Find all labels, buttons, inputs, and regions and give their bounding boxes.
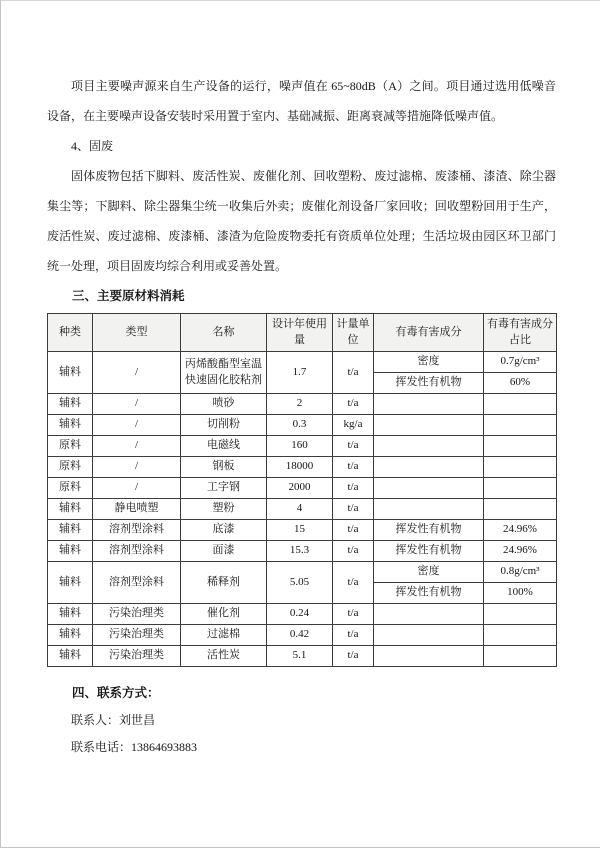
table-body: [48, 352, 557, 667]
table-cell: [484, 646, 557, 667]
table-cell: 污染治理类: [93, 604, 181, 625]
table-cell: 底漆: [181, 520, 267, 541]
table-cell: 5.05: [267, 562, 333, 604]
table-cell: 100%: [484, 583, 557, 604]
table-header-cell: 种类: [48, 314, 93, 352]
table-cell: [484, 394, 557, 415]
table-cell: 密度: [374, 352, 484, 373]
table-row: [48, 604, 557, 625]
table-cell: [374, 499, 484, 520]
table-cell: 溶剂型涂料: [93, 520, 181, 541]
table-row: [48, 541, 557, 562]
table-cell: 辅料: [48, 352, 93, 394]
table-cell: [484, 625, 557, 646]
table-cell: [374, 436, 484, 457]
table-cell: t/a: [333, 604, 374, 625]
table-cell: [484, 478, 557, 499]
para-solid-waste: 固体废物包括下脚料、废活性炭、废催化剂、回收塑粉、废过滤棉、废漆桶、漆渣、除尘器集尘等；下脚料、除尘器集尘统一收集后外卖；废催化剂设备厂家回收；回收塑粉回用于生产，废活性炭、废过滤棉、废漆桶、漆渣为危险废物委托有资质单位处理；生活垃圾由园区环卫部门统一处理，项目固废均综合利用或妥善处置。: [47, 169, 556, 273]
heading-solid-waste: 4、固废: [71, 139, 114, 153]
table-header-cell: 设计年使用量: [267, 314, 333, 352]
table-cell: [484, 499, 557, 520]
table-cell: t/a: [333, 352, 374, 394]
table-cell: t/a: [333, 646, 374, 667]
table-cell: 污染治理类: [93, 625, 181, 646]
table-cell: t/a: [333, 436, 374, 457]
table-row: [48, 436, 557, 457]
table-row: [48, 562, 557, 583]
table-cell: 18000: [267, 457, 333, 478]
para-noise: 项目主要噪声源来自生产设备的运行，噪声值在 65~80dB（A）之间。项目通过选用低噪音设备，在主要噪声设备安装时采用置于室内、基础减振、距离衰减等措施降低噪声值。: [47, 79, 556, 123]
table-cell: 过滤棉: [181, 625, 267, 646]
table-cell: kg/a: [333, 415, 374, 436]
table-cell: 挥发性有机物: [374, 583, 484, 604]
heading-contact: 四、联系方式：: [72, 686, 160, 700]
table-row: [48, 499, 557, 520]
table-header-cell: 类型: [93, 314, 181, 352]
table-cell: 0.7g/cm³: [484, 352, 557, 373]
table-cell: [374, 625, 484, 646]
table-row: [48, 478, 557, 499]
table-head: [48, 314, 557, 352]
table-cell: 工字钢: [181, 478, 267, 499]
table-cell: 辅料: [48, 520, 93, 541]
table-cell: 挥发性有机物: [374, 541, 484, 562]
table-row: [48, 352, 557, 373]
table-cell: 15.3: [267, 541, 333, 562]
contact-phone-line: 联系电话：13864693883: [71, 740, 198, 754]
contact-person-line: 联系人：刘世昌: [71, 713, 156, 727]
table-cell: 喷砂: [181, 394, 267, 415]
table-cell: 钢板: [181, 457, 267, 478]
table-row: [48, 415, 557, 436]
table-cell: 溶剂型涂料: [93, 541, 181, 562]
table-cell: [484, 604, 557, 625]
table-cell: 0.42: [267, 625, 333, 646]
table-cell: 辅料: [48, 415, 93, 436]
table-cell: 挥发性有机物: [374, 373, 484, 394]
table-cell: [374, 646, 484, 667]
table-cell: 切削粉: [181, 415, 267, 436]
table-cell: 溶剂型涂料: [93, 562, 181, 604]
table-cell: 静电喷塑: [93, 499, 181, 520]
table-cell: /: [93, 478, 181, 499]
table-cell: /: [93, 415, 181, 436]
table-cell: t/a: [333, 625, 374, 646]
document-content: [47, 71, 556, 761]
table-cell: t/a: [333, 499, 374, 520]
table-cell: t/a: [333, 520, 374, 541]
table-cell: [484, 457, 557, 478]
table-cell: 辅料: [48, 604, 93, 625]
table-header-row: [48, 314, 557, 352]
table-cell: /: [93, 394, 181, 415]
table-cell: [374, 394, 484, 415]
table-cell: t/a: [333, 541, 374, 562]
table-cell: 4: [267, 499, 333, 520]
table-row: [48, 457, 557, 478]
table-cell: 辅料: [48, 394, 93, 415]
table-row: [48, 394, 557, 415]
table-cell: 塑粉: [181, 499, 267, 520]
table-cell: 0.8g/cm³: [484, 562, 557, 583]
table-cell: 辅料: [48, 646, 93, 667]
table-cell: 2: [267, 394, 333, 415]
table-cell: 2000: [267, 478, 333, 499]
table-cell: [484, 436, 557, 457]
heading-materials: 三、主要原材料消耗: [72, 289, 185, 303]
table-row: [48, 520, 557, 541]
table-cell: t/a: [333, 562, 374, 604]
table-cell: 1.7: [267, 352, 333, 394]
table-cell: 15: [267, 520, 333, 541]
table-cell: 辅料: [48, 541, 93, 562]
table-cell: 辅料: [48, 562, 93, 604]
table-cell: 原料: [48, 478, 93, 499]
table-header-cell: 有毒有害成分: [374, 314, 484, 352]
table-cell: t/a: [333, 394, 374, 415]
table-row: [48, 646, 557, 667]
table-header-cell: 有毒有害成分占比: [484, 314, 557, 352]
table-cell: t/a: [333, 457, 374, 478]
table-cell: 污染治理类: [93, 646, 181, 667]
table-cell: t/a: [333, 478, 374, 499]
table-cell: [484, 415, 557, 436]
table-cell: 原料: [48, 436, 93, 457]
table-cell: 160: [267, 436, 333, 457]
table-cell: 电磁线: [181, 436, 267, 457]
table-row: [48, 625, 557, 646]
table-cell: [374, 457, 484, 478]
table-cell: /: [93, 352, 181, 394]
table-cell: 24.96%: [484, 541, 557, 562]
table-cell: 0.24: [267, 604, 333, 625]
table-cell: 辅料: [48, 625, 93, 646]
table-cell: 稀释剂: [181, 562, 267, 604]
table-cell: 丙烯酸酯型室温快速固化胶粘剂: [181, 352, 267, 394]
table-cell: 0.3: [267, 415, 333, 436]
table-cell: 挥发性有机物: [374, 520, 484, 541]
table-cell: /: [93, 457, 181, 478]
table-cell: 催化剂: [181, 604, 267, 625]
table-cell: [374, 478, 484, 499]
table-cell: 60%: [484, 373, 557, 394]
table-cell: 5.1: [267, 646, 333, 667]
table-cell: 密度: [374, 562, 484, 583]
table-cell: /: [93, 436, 181, 457]
table-cell: [374, 415, 484, 436]
table-cell: 辅料: [48, 499, 93, 520]
table-header-cell: 计量单位: [333, 314, 374, 352]
table-cell: 原料: [48, 457, 93, 478]
table-cell: 活性炭: [181, 646, 267, 667]
table-cell: 面漆: [181, 541, 267, 562]
table-cell: 24.96%: [484, 520, 557, 541]
materials-table: [47, 313, 557, 667]
table-cell: [374, 604, 484, 625]
table-header-cell: 名称: [181, 314, 267, 352]
